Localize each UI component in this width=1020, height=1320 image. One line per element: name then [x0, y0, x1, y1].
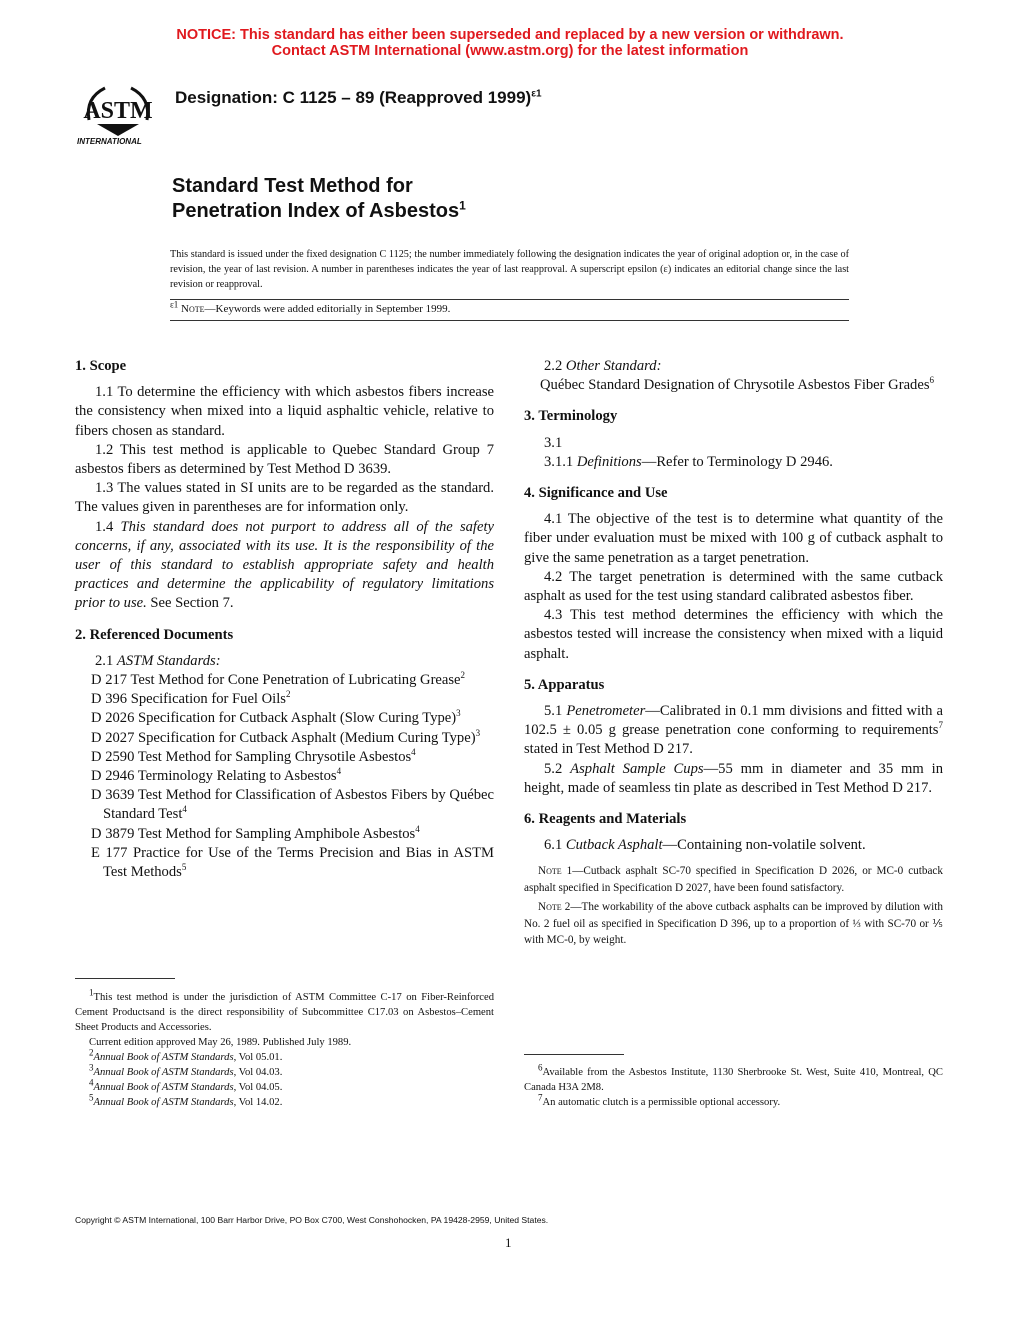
- significance-4-2: 4.2 The target penetration is determined with the same cutback asphalt as used for the test using standard calibrated asbestos fiber.: [524, 568, 943, 605]
- footnote-text: , Vol 14.02.: [233, 1097, 283, 1108]
- footnote-italic: Annual Book of ASTM Standards: [93, 1067, 234, 1078]
- refdocs-heading: 2. Referenced Documents: [75, 626, 234, 643]
- ref-sup: 4: [411, 747, 416, 757]
- terminology-3-1-1: [524, 453, 943, 472]
- epsilon-note-text: —Keywords were added editorially in September 1999.: [204, 303, 451, 315]
- footnote-sup: 3: [89, 1062, 94, 1073]
- significance-4-1: 4.1 The objective of the test is to determine what quantity of the fiber under evaluation must be mixed with 100 g of cutback asphalt to give the same penetration as a target penetration.: [524, 511, 943, 566]
- other-standard-sup: 6: [929, 375, 934, 386]
- note-label: Note 2: [538, 901, 571, 914]
- intro-paragraph: This standard is issued under the fixed designation C 1125; the number immediately following the designation indicates the year of original adoption or, in the case of revision, the year of last revision. A number in parentheses indicates the year of last reapproval. A superscript epsilon (ε) indicates an editorial change since the last revision or reapproval.: [170, 249, 849, 290]
- page-title: [172, 174, 466, 224]
- ref-text: D 2026 Specification for Cutback Asphalt (Slow Curing Type): [91, 710, 457, 727]
- footnote-sup: 5: [89, 1092, 94, 1103]
- copyright: Copyright © ASTM International, 100 Barr Harbor Drive, PO Box C700, West Conshohocken, PA 19428-2959, United States.: [75, 1215, 549, 1225]
- ref-item: [75, 729, 494, 748]
- ref-item: [75, 690, 494, 709]
- note-text: —The workability of the above cutback asphalts can be improved by dilution with No. 2 fuel oil as specified in Specification D 396, up to a proportion of ⅓ with SC-70 or ⅕ with MC-0, by weight.: [524, 901, 943, 947]
- ref-sup: 4: [336, 766, 342, 777]
- footnote-item: [75, 1092, 494, 1110]
- note-text: —Cutback asphalt SC-70 specified in Specification D 2026, or MC-0 cutback asphalt specified in Specification D 2027, have been found satisfactory.: [524, 865, 943, 894]
- ref-text: E 177 Practice for Use of the Terms Precision and Bias in ASTM Test Methods: [91, 844, 494, 881]
- apparatus-end: stated in Test Method D 217.: [524, 741, 693, 758]
- right-column: [524, 357, 943, 949]
- astm-logo: [75, 78, 161, 148]
- refdocs-2-1-num: 2.1: [95, 652, 114, 669]
- refdocs-2-2: [524, 357, 943, 376]
- footnote-text: An automatic clutch is a permissible optional accessory.: [542, 1097, 781, 1108]
- designation: [175, 88, 542, 108]
- reagents-heading: 6. Reagents and Materials: [524, 811, 687, 828]
- apparatus-num: 5.2: [544, 760, 563, 777]
- footnote-italic: Annual Book of ASTM Standards: [93, 1097, 234, 1108]
- ref-sup: 3: [475, 727, 481, 738]
- ref-text: D 396 Specification for Fuel Oils: [91, 691, 286, 708]
- reagents-num: 6.1: [544, 837, 563, 854]
- footnote-7: [524, 1092, 943, 1110]
- scope-1-4: [75, 518, 494, 614]
- ref-item: [75, 709, 494, 728]
- right-footnotes: [524, 1062, 943, 1110]
- footnote-item: [75, 1077, 494, 1095]
- refdocs-2-1-label: ASTM Standards:: [116, 652, 221, 669]
- ref-sup: 3: [456, 708, 461, 719]
- terminology-italic: Definitions: [576, 453, 642, 470]
- epsilon-sup: ε1: [170, 299, 179, 310]
- ref-text: D 217 Test Method for Cone Penetration of Lubricating Grease: [91, 672, 461, 689]
- footnote-sup: 4: [89, 1077, 94, 1088]
- footnote-divider: [524, 1054, 624, 1055]
- apparatus-heading: 5. Apparatus: [524, 676, 605, 693]
- ref-item: [75, 825, 494, 844]
- scope-1-4-end: See Section 7.: [150, 595, 234, 612]
- logo-text: INTERNATIONAL: [77, 137, 142, 146]
- left-column: [75, 357, 494, 882]
- footnote-sup: 6: [538, 1062, 543, 1073]
- note-1: [524, 863, 943, 896]
- refdocs-2-1: [75, 652, 494, 671]
- footnote-divider: [75, 978, 175, 979]
- terminology-text: —Refer to Terminology D 2946.: [641, 453, 833, 470]
- refdocs-2-2-label: Other Standard:: [565, 358, 662, 374]
- footnote-text: , Vol 04.03.: [233, 1067, 283, 1078]
- ref-sup: 2: [285, 689, 291, 700]
- footnote-1: [75, 987, 494, 1035]
- scope-1-4-num: 1.4: [95, 518, 114, 535]
- note-label: Note 1: [538, 865, 573, 878]
- ref-sup: 2: [460, 670, 466, 681]
- footnote-text: , Vol 05.01.: [233, 1052, 283, 1063]
- apparatus-5-2: [524, 760, 943, 798]
- significance-heading: 4. Significance and Use: [524, 485, 668, 502]
- scope-1-3: 1.3 The values stated in SI units are to be regarded as the standard. The values given in parentheses are for information only.: [75, 480, 494, 516]
- scope-1-2: 1.2 This test method is applicable to Quebec Standard Group 7 asbestos fibers as determined by Test Method D 3639.: [75, 441, 494, 478]
- svg-text:ASTM: ASTM: [83, 98, 153, 124]
- reagents-text: —Containing non-volatile solvent.: [662, 837, 866, 854]
- apparatus-text: —55 mm in diameter and 35 mm in height, made of seamless tin plate as described in Test Method D 217.: [524, 760, 943, 796]
- scope-heading: 1. Scope: [75, 358, 127, 374]
- ref-sup: 4: [415, 823, 420, 834]
- notice-line-2: Contact ASTM International (www.astm.org) for the latest information: [271, 43, 749, 59]
- footnote-sup: 7: [538, 1092, 543, 1103]
- divider: [170, 320, 849, 321]
- apparatus-italic: Asphalt Sample Cups: [570, 760, 704, 777]
- title-line-2: Penetration Index of Asbestos: [172, 200, 460, 222]
- ref-item: [75, 786, 494, 824]
- epsilon-note: [170, 299, 451, 315]
- ref-item: [75, 767, 494, 786]
- ref-text: D 2590 Test Method for Sampling Chrysotile Asbestos: [91, 748, 412, 765]
- footnote-text: This test method is under the jurisdiction of ASTM Committee C-17 on Fiber-Reinforced Cement Productsand is the direct responsibility of Subcommittee C17.03 on Asbestos–Cement Sheet Products and Accessories.: [75, 992, 494, 1033]
- significance-4-3: 4.3 This test method determines the efficiency with which the asbestos tested will increase the consistency when mixed with a liquid asphalt.: [524, 607, 943, 662]
- terminology-3-1: 3.1: [544, 434, 563, 451]
- note-2: [524, 899, 943, 949]
- apparatus-italic: Penetrometer: [566, 703, 646, 720]
- ref-item: [75, 748, 494, 767]
- footnote-italic: Annual Book of ASTM Standards: [93, 1052, 234, 1063]
- divider: [170, 299, 849, 300]
- apparatus-num: 5.1: [544, 703, 563, 720]
- ref-item: [75, 844, 494, 882]
- ref-sup: 4: [182, 804, 187, 815]
- ref-item: [75, 671, 494, 690]
- reagents-italic: Cutback Asphalt: [565, 837, 663, 854]
- apparatus-sup: 7: [938, 720, 943, 731]
- designation-label: Designation: C 1125 – 89 (Reapproved 1999): [175, 88, 532, 107]
- other-standard-text: Québec Standard Designation of Chrysotile Asbestos Fiber Grades: [540, 377, 930, 394]
- terminology-num: 3.1.1: [544, 453, 574, 470]
- footnote-1b: Current edition approved May 26, 1989. Published July 1989.: [89, 1037, 352, 1048]
- apparatus-5-1: [524, 702, 943, 760]
- footnote-item: [75, 1062, 494, 1080]
- footnote-sup: 1: [89, 987, 94, 998]
- page-number: 1: [505, 1235, 512, 1250]
- footnote-6: [524, 1062, 943, 1095]
- designation-sup: ε1: [531, 88, 542, 100]
- footnote-italic: Annual Book of ASTM Standards: [93, 1082, 234, 1093]
- footnote-text: Available from the Asbestos Institute, 1130 Sherbrooke St. West, Suite 410, Montreal, QC Canada H3A 2M8.: [524, 1067, 943, 1093]
- footnote-text: , Vol 04.05.: [233, 1082, 283, 1093]
- notice-line-1: NOTICE: This standard has either been superseded and replaced by a new version or withdrawn.: [176, 27, 844, 43]
- ref-sup: 5: [181, 862, 187, 873]
- refdocs-2-2-num: 2.2: [544, 358, 563, 374]
- other-standard: [524, 376, 943, 395]
- footnote-sup: 2: [89, 1047, 94, 1058]
- apparatus-text: —Calibrated in 0.1 mm divisions and fitted with a 102.5 ± 0.05 g grease penetration cone conforming to requirements: [524, 703, 943, 739]
- scope-1-1: 1.1 To determine the efficiency with which asbestos fibers increase the consistency when mixed into a liquid asphaltic vehicle, relative to fibers chosen as standard.: [75, 384, 494, 439]
- reagents-6-1: [524, 836, 943, 855]
- scope-1-4-italic: This standard does not purport to address all of the safety concerns, if any, associated with its use. It is the responsibility of the user of this standard to establish appropriate safety and health practices and determine the applicability of regulatory limitations prior to use.: [75, 518, 494, 612]
- title-sup: 1: [459, 198, 466, 213]
- ref-text: D 2946 Terminology Relating to Asbestos: [91, 768, 337, 785]
- ref-text: D 3639 Test Method for Classification of Asbestos Fibers by Québec Standard Test: [91, 787, 494, 823]
- ref-text: D 3879 Test Method for Sampling Amphibole Asbestos: [91, 825, 416, 842]
- terminology-heading: 3. Terminology: [524, 408, 618, 425]
- left-footnotes: [75, 987, 494, 1110]
- ref-text: D 2027 Specification for Cutback Asphalt (Medium Curing Type): [91, 729, 476, 746]
- epsilon-note-label: Note: [181, 303, 205, 315]
- footnote-item: [75, 1047, 494, 1065]
- title-line-1: Standard Test Method for: [172, 175, 413, 197]
